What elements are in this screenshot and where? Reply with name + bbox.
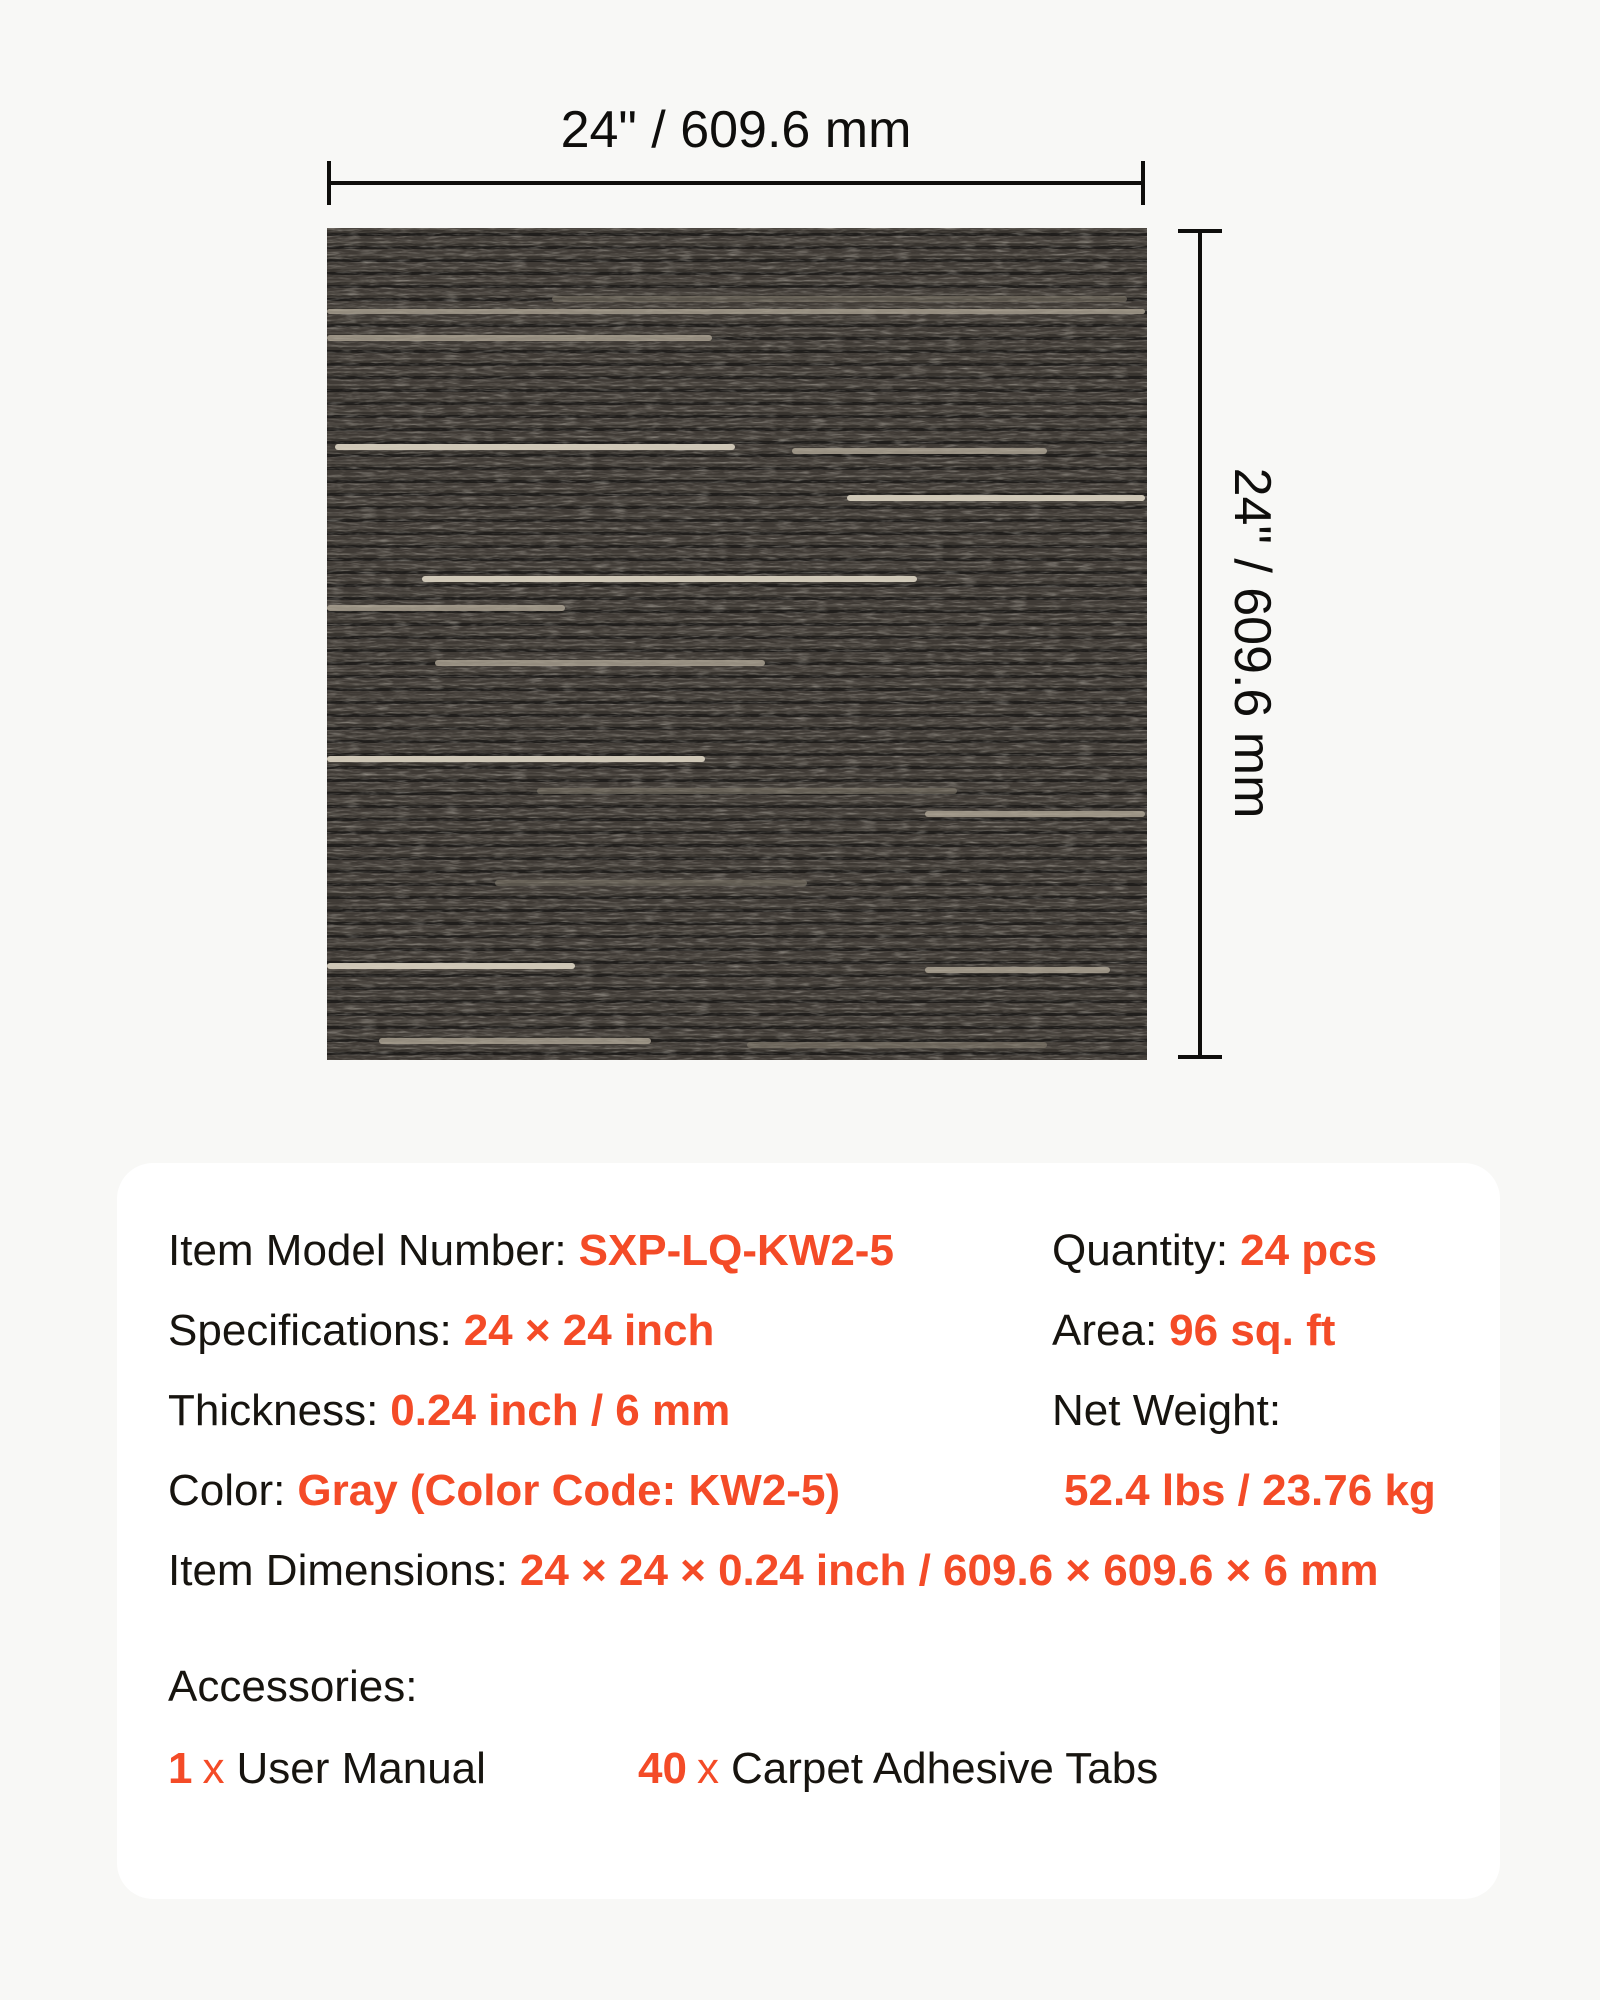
spec-row-quantity	[1052, 1227, 1377, 1275]
spec-value: 24 pcs	[1240, 1226, 1378, 1275]
spec-row-thickness	[168, 1387, 730, 1435]
spec-value: Gray (Color Code: KW2-5)	[297, 1466, 841, 1515]
height-measurement-line	[1198, 229, 1202, 1059]
carpet-streak	[327, 309, 1145, 314]
spec-card	[117, 1163, 1500, 1899]
spec-label: Item Model Number:	[168, 1226, 567, 1275]
carpet-streak	[792, 448, 1047, 454]
accessories-list	[168, 1745, 1551, 1793]
accessory-item-adhesive-tabs	[638, 1745, 1158, 1793]
spec-label: Quantity:	[1052, 1226, 1229, 1275]
accessory-item-user-manual	[168, 1744, 486, 1793]
height-dimension-label: 24" / 609.6 mm	[1223, 467, 1281, 819]
spec-label: Item Dimensions:	[168, 1546, 508, 1595]
carpet-streak	[327, 963, 575, 969]
measure-tick-top	[1178, 229, 1222, 233]
accessory-qty: 40	[638, 1744, 687, 1793]
spec-value: 24 × 24 inch	[463, 1306, 715, 1355]
carpet-streak	[925, 811, 1145, 817]
accessory-x: x	[696, 1744, 719, 1793]
carpet-streak	[925, 967, 1110, 973]
spec-label: Area:	[1052, 1306, 1158, 1355]
spec-label: Color:	[168, 1466, 286, 1515]
spec-row-area	[1052, 1307, 1335, 1355]
accessory-qty: 1	[168, 1744, 193, 1793]
spec-value: SXP-LQ-KW2-5	[578, 1226, 894, 1275]
carpet-streak	[379, 1038, 651, 1044]
spec-row-net-weight-value	[1052, 1467, 1436, 1515]
spec-value: 0.24 inch / 6 mm	[390, 1386, 731, 1435]
spec-row-item-dimensions	[168, 1547, 1379, 1595]
accessories-heading: Accessories:	[168, 1662, 418, 1711]
measure-tick-left	[327, 161, 331, 205]
measure-tick-bottom	[1178, 1055, 1222, 1059]
carpet-streak	[327, 605, 565, 611]
carpet-streak	[422, 576, 917, 582]
spec-row-model	[168, 1227, 894, 1275]
accessory-x: x	[202, 1744, 225, 1793]
carpet-tile-image	[327, 228, 1147, 1060]
spec-value: 52.4 lbs / 23.76 kg	[1064, 1466, 1436, 1515]
spec-label: Thickness:	[168, 1386, 379, 1435]
width-measurement-line	[327, 181, 1145, 185]
spec-label: Net Weight:	[1052, 1386, 1282, 1435]
carpet-streak	[327, 756, 705, 762]
carpet-streak	[552, 296, 1127, 302]
carpet-streak	[495, 880, 807, 886]
accessory-name: User Manual	[236, 1744, 486, 1793]
spec-value: 96 sq. ft	[1169, 1306, 1336, 1355]
carpet-streak	[435, 660, 765, 666]
carpet-streak	[747, 1042, 1047, 1048]
spec-row-specifications	[168, 1307, 714, 1355]
spec-row-net-weight	[1052, 1387, 1281, 1435]
accessory-name: Carpet Adhesive Tabs	[730, 1744, 1159, 1793]
width-dimension-label: 24" / 609.6 mm	[560, 101, 912, 159]
spec-label: Specifications:	[168, 1306, 452, 1355]
carpet-noise-texture	[327, 228, 1147, 1060]
carpet-streak	[847, 495, 1145, 501]
carpet-streak	[327, 335, 712, 341]
carpet-streak	[537, 788, 957, 794]
spec-value: 24 × 24 × 0.24 inch / 609.6 × 609.6 × 6 mm	[519, 1546, 1379, 1595]
carpet-streak	[335, 444, 735, 450]
spec-row-color	[168, 1467, 840, 1515]
measure-tick-right	[1141, 161, 1145, 205]
